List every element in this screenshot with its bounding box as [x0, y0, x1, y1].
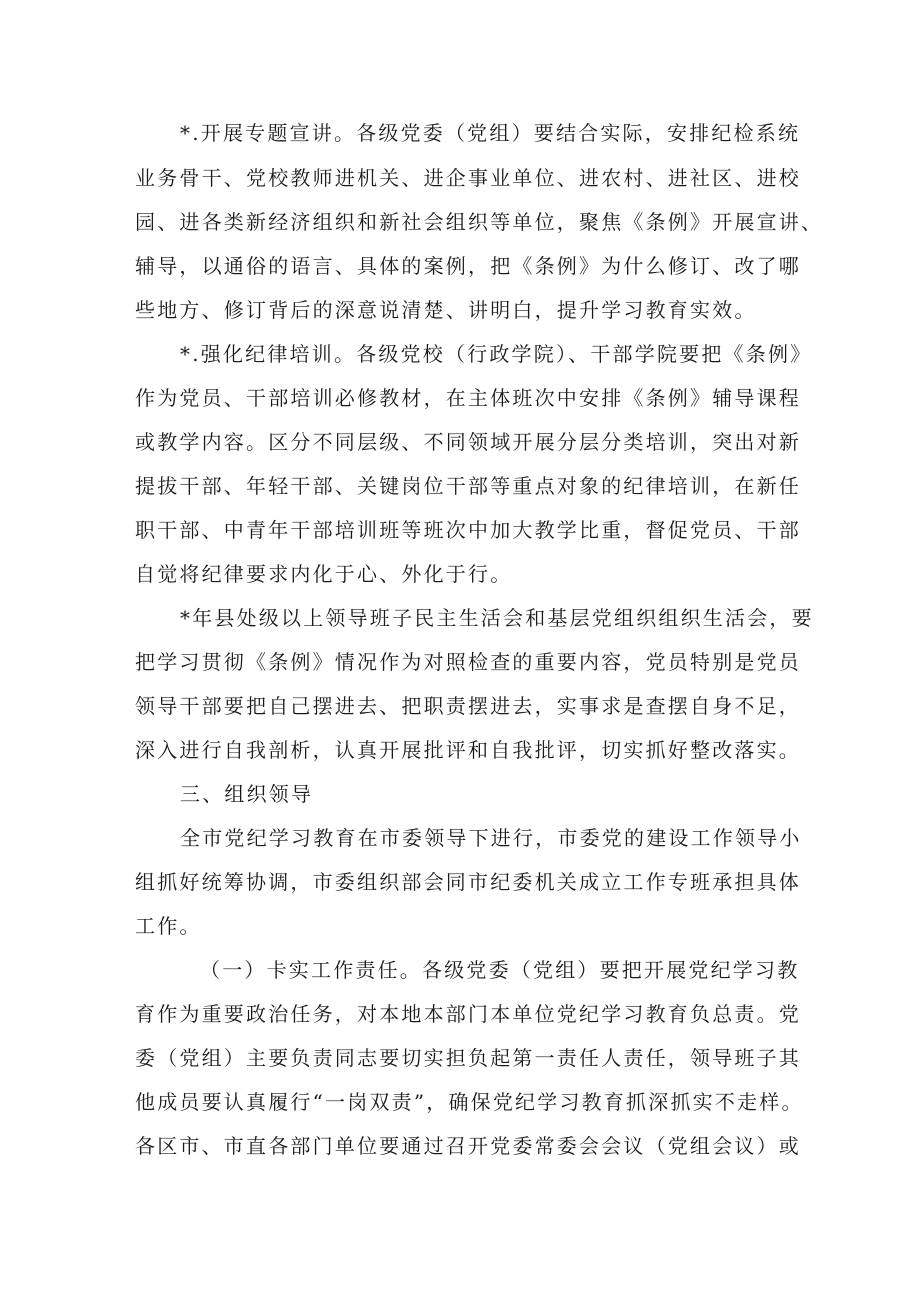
paragraph-3-line-1: *年县处级以上领导班子民主生活会和基层党组织组织生活会，要 — [180, 606, 814, 630]
paragraph-2-line-1: *.强化纪律培训。各级党校（行政学院）、干部学院要把《条例》 — [180, 342, 813, 366]
paragraph-1-line-5: 些地方、修订背后的深意说清楚、讲明白，提升学习教育实效。 — [135, 298, 757, 322]
paragraph-4-line-1: 全市党纪学习教育在市委领导下进行，市委党的建设工作领导小 — [180, 826, 802, 850]
paragraph-5-line-1: （一）卡实工作责任。各级党委（党组）要把开展党纪学习教 — [200, 958, 800, 982]
paragraph-3-line-4: 深入进行自我剖析，认真开展批评和自我批评，切实抓好整改落实。 — [135, 738, 801, 762]
paragraph-2-line-3: 或教学内容。区分不同层级、不同领域开展分层分类培训，突出对新 — [135, 430, 801, 454]
paragraph-2-line-2: 作为党员、干部培训必修教材，在主体班次中安排《条例》辅导课程 — [135, 386, 801, 410]
paragraph-1-line-2: 业务骨干、党校教师进机关、进企事业单位、进农村、进社区、进校 — [135, 166, 801, 190]
paragraph-2-line-4: 提拔干部、年轻干部、关键岗位干部等重点对象的纪律培训，在新任 — [135, 474, 801, 498]
paragraph-3-line-3: 领导干部要把自己摆进去、把职责摆进去，实事求是查摆自身不足， — [135, 694, 801, 718]
paragraph-1-line-1: *.开展专题宣讲。各级党委（党组）要结合实际，安排纪检系统 — [180, 121, 801, 145]
section-heading: 三、组织领导 — [180, 782, 314, 806]
paragraph-3-line-2: 把学习贯彻《条例》情况作为对照检查的重要内容，党员特别是党员 — [135, 650, 801, 674]
paragraph-5-line-4: 他成员要认真履行“一岗双责”，确保党纪学习教育抓深抓实不走样。 — [135, 1090, 804, 1114]
paragraph-1-line-3: 园、进各类新经济组织和新社会组织等单位，聚焦《条例》开展宣讲、 — [135, 210, 824, 234]
paragraph-4-line-2: 组抓好统筹协调，市委组织部会同市纪委机关成立工作专班承担具体 — [135, 870, 801, 894]
paragraph-2-line-6: 自觉将纪律要求内化于心、外化于行。 — [135, 562, 513, 586]
paragraph-5-line-5: 各区市、市直各部门单位要通过召开党委常委会会议（党组会议）或 — [135, 1134, 801, 1158]
paragraph-1-line-4: 辅导，以通俗的语言、具体的案例，把《条例》为什么修订、改了哪 — [135, 254, 801, 278]
paragraph-4-line-3: 工作。 — [135, 914, 202, 938]
paragraph-5-line-3: 委（党组）主要负责同志要切实担负起第一责任人责任，领导班子其 — [135, 1046, 801, 1070]
paragraph-2-line-5: 职干部、中青年干部培训班等班次中加大教学比重，督促党员、干部 — [135, 518, 801, 542]
paragraph-5-line-2: 育作为重要政治任务，对本地本部门本单位党纪学习教育负总责。党 — [135, 1002, 801, 1026]
